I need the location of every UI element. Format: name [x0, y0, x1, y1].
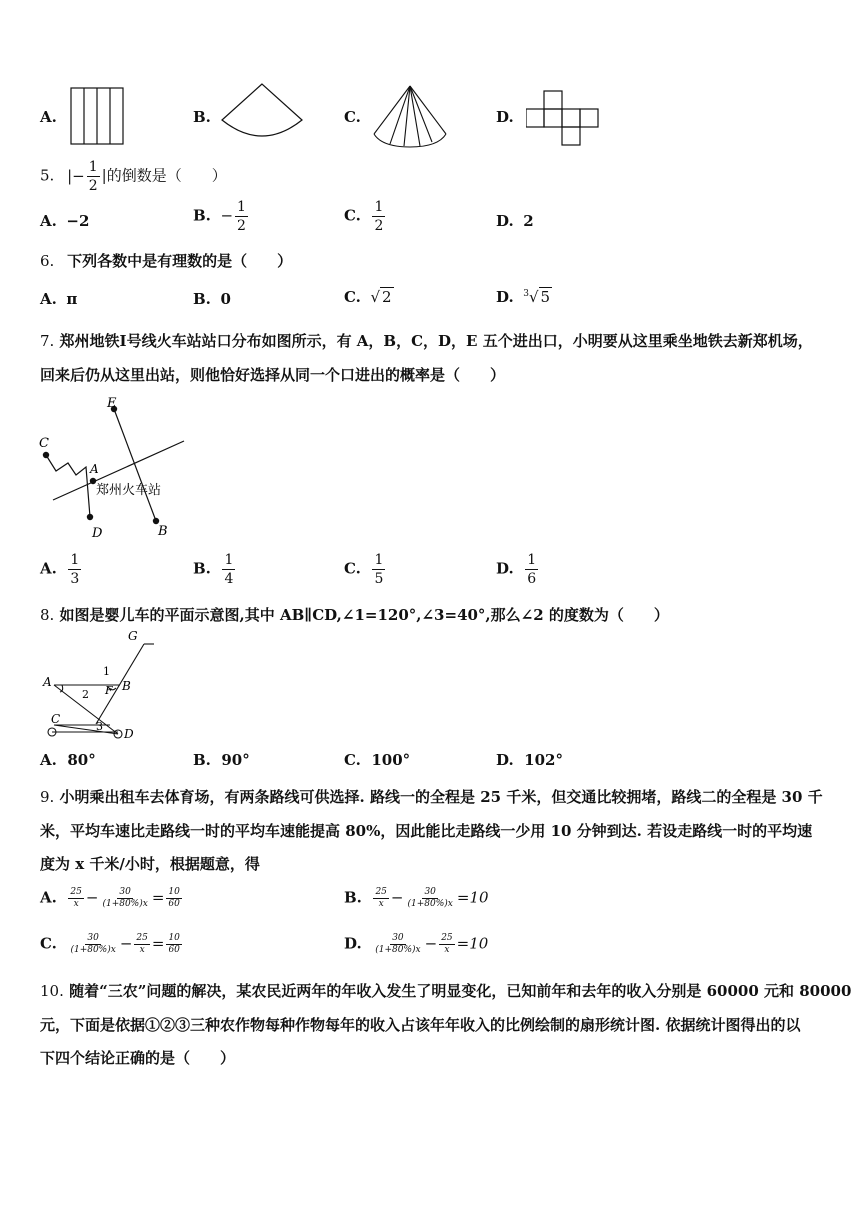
question-8: 8. 如图是婴儿车的平面示意图,其中 AB∥CD,∠1=120°,∠3=40°,那么∠2 的度数为（ ） — [40, 606, 669, 624]
q8-option-a: A. 80° — [40, 751, 96, 769]
question-6-number: 6. — [40, 252, 55, 270]
q7-label-b: B — [158, 524, 168, 539]
q8-label-b: B — [122, 679, 131, 693]
q4-option-c-label: C. — [344, 108, 361, 126]
question-5-fraction: $\frac{1}{2}$ — [88, 159, 98, 194]
q6-option-b: B. 0 — [193, 290, 231, 308]
question-9-line-3: 度为 x 千米/小时，根据题意，得 — [40, 855, 260, 873]
q5-option-a: A. −2 — [40, 212, 90, 230]
q9-option-c: C. $\frac{30}{(1+80\%)x}$ − $\frac{25}{x}$ = $\frac{10}{60}$ — [40, 933, 180, 955]
q8-label-a: A — [43, 675, 52, 689]
question-10-line-1: 10. 随着“三农”问题的解决，某农民近两年的年收入发生了明显变化，已知前年和去年的收入分别是 60000 元和 80000 — [40, 982, 852, 1000]
question-10-line-3: 下四个结论正确的是（ ） — [40, 1049, 236, 1067]
q5-option-c: C. $\frac{1}{2}$ — [344, 199, 384, 234]
q7-option-d: D. $\frac{1}{6}$ — [496, 552, 537, 587]
q8-option-b: B. 90° — [193, 751, 250, 769]
q8-angle-2: 2 — [82, 688, 89, 701]
q8-angle-3: 3 — [96, 720, 103, 733]
q6-option-c: C. √ 2 — [344, 288, 392, 306]
q8-label-d: D — [124, 727, 134, 741]
question-5-stem: |的倒数是（ ） — [101, 166, 227, 185]
q9-option-d: D. $\frac{30}{(1+80\%)x}$ − $\frac{25}{x}$ =10 — [344, 933, 489, 955]
q8-angle-1: 1 — [103, 665, 110, 678]
question-7-line-1: 7. 郑州地铁I号线火车站站口分布如图所示，有 A，B，C，D，E 五个进出口，小明要从这里乘坐地铁去新郑机场， — [40, 332, 813, 350]
q7-label-a: A — [90, 462, 99, 476]
q8-option-d: D. 102° — [496, 751, 563, 769]
question-9-line-1: 9. 小明乘出租车去体育场，有两条路线可供选择. 路线一的全程是 25 千米，但交通比较拥堵，路线二的全程是 30 千 — [40, 788, 823, 806]
question-6-stem: 下列各数中是有理数的是（ ） — [67, 252, 293, 270]
q8-label-g: G — [128, 629, 138, 643]
q5-option-b: B. − $\frac{1}{2}$ — [193, 199, 246, 234]
q4-figure-c-cone — [372, 84, 450, 150]
q6-option-d: D. $^3$√ 5 — [496, 288, 551, 306]
question-7-line-2: 回来后仍从这里出站，则他恰好选择从同一个口进出的概率是（ ） — [40, 366, 506, 384]
question-9-line-2: 米，平均车速比走路线一时的平均车速能提高 80%，因此能比走路线一少用 10 分钟到达. 若设走路线一时的平均速 — [40, 822, 813, 840]
question-5 — [40, 160, 227, 193]
q8-stroller-diagram — [40, 628, 160, 746]
q7-option-a: A. $\frac{1}{3}$ — [40, 552, 80, 587]
q9-option-b: B. $\frac{25}{x}$ − $\frac{30}{(1+80\%)x}$ =10 — [344, 887, 489, 909]
q4-figure-b-sector — [220, 82, 304, 142]
q8-label-c: C — [51, 712, 61, 726]
q7-station-name: 郑州火车站 — [96, 483, 162, 498]
q7-label-c: C — [39, 436, 49, 451]
question-6 — [40, 250, 292, 271]
q8-option-c: C. 100° — [344, 751, 411, 769]
q7-label-e: E — [107, 396, 117, 411]
q8-label-f: F — [105, 684, 113, 697]
q7-option-c: C. $\frac{1}{5}$ — [344, 552, 384, 587]
q4-figure-d-net — [526, 90, 604, 146]
q7-station-diagram — [38, 395, 190, 543]
q4-figure-a-rectangles — [70, 87, 126, 147]
q9-option-a: A. $\frac{25}{x}$ − $\frac{30}{(1+80\%)x}$ = $\frac{10}{60}$ — [40, 887, 180, 909]
question-5-number: 5. — [40, 166, 55, 185]
q5-option-d: D. 2 — [496, 212, 534, 230]
q6-option-a: A. π — [40, 290, 78, 308]
q4-option-b-label: B. — [193, 108, 211, 126]
q7-option-b: B. $\frac{1}{4}$ — [193, 552, 234, 587]
q7-label-d: D — [92, 526, 103, 541]
q4-option-a-label: A. — [40, 108, 57, 126]
q4-option-d-label: D. — [496, 108, 514, 126]
question-5-expr-left: |− — [67, 166, 85, 185]
question-10-line-2: 元，下面是依据①②③三种农作物每种作物每年的收入占该年年收入的比例绘制的扇形统计图. 依据统计图得出的以 — [40, 1016, 801, 1034]
